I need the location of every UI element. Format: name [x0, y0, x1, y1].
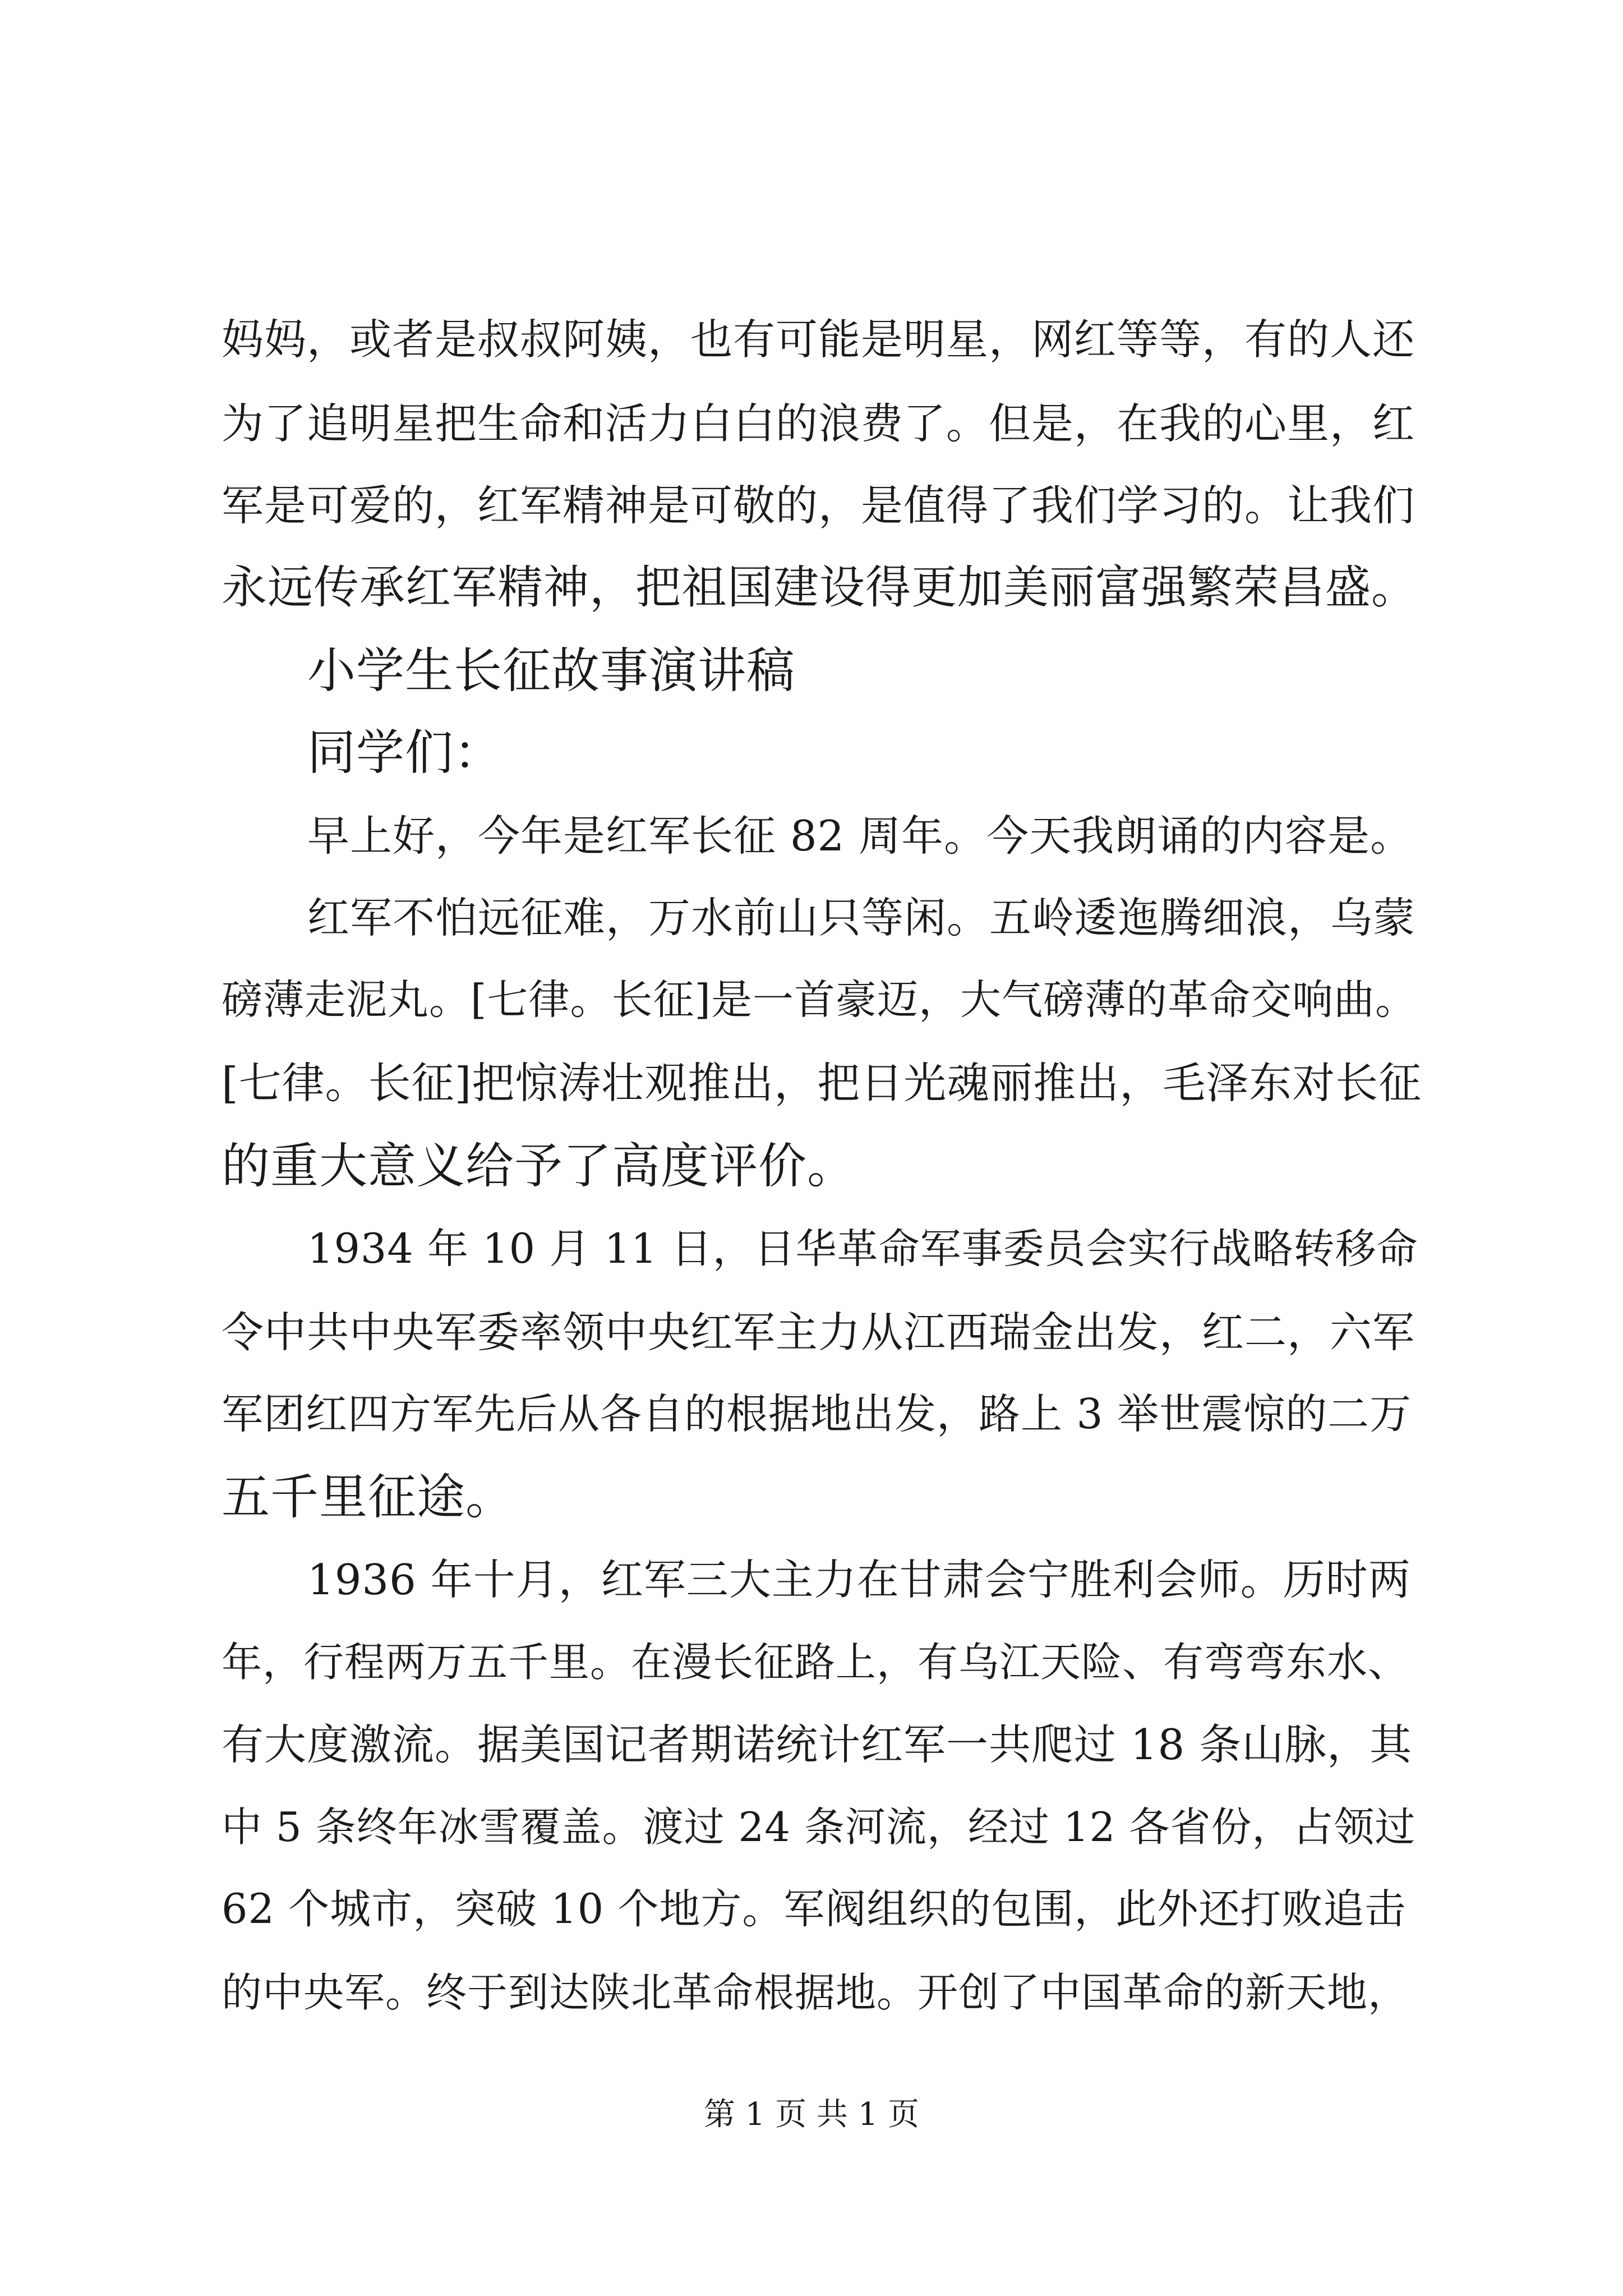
paragraph-line: 红军不怕远征难，万水前山只等闲。五岭逶迤腾细浪，乌蒙 [307, 893, 1416, 942]
paragraph-line: 62 个城市，突破 10 个地方。军阀组织的包围，此外还打败追击 [222, 1885, 1407, 1933]
paragraph-line: 中 5 条终年冰雪覆盖。渡过 24 条河流，经过 12 各省份，占领过 [222, 1803, 1416, 1851]
speech-title: 小学生长征故事演讲稿 [307, 643, 795, 699]
paragraph-line: 磅薄走泥丸。[七律。长征]是一首豪迈，大气磅薄的革命交响曲。 [222, 976, 1417, 1024]
paragraph-line: 五千里征途。 [222, 1469, 514, 1525]
paragraph-line: [七律。长征]把惊涛壮观推出，把日光魂丽推出，毛泽东对长征 [222, 1058, 1422, 1108]
paragraph-line: 为了追明星把生命和活力白白的浪费了。但是，在我的心里，红 [222, 399, 1415, 448]
page-number-footer: 第 1 页 共 1 页 [703, 2096, 920, 2133]
paragraph-line: 妈妈，或者是叔叔阿姨，也有可能是明星，网红等等，有的人还 [222, 315, 1415, 364]
salutation: 同学们： [307, 725, 502, 781]
paragraph-line: 永远传承红军精神，把祖国建设得更加美丽富强繁荣昌盛。 [222, 562, 1418, 614]
paragraph-line: 1934 年 10 月 11 日，日华革命军事委员会实行战略转移命 [307, 1225, 1418, 1273]
paragraph-line: 的重大意义给予了高度评价。 [222, 1138, 856, 1194]
paragraph-line: 令中共中央军委率领中央红军主力从江西瑞金出发，红二，六军 [222, 1308, 1415, 1357]
paragraph-line: 早上好，今年是红军长征 82 周年。今天我朗诵的内容是。 [307, 811, 1413, 861]
paragraph-line: 的中央军。终于到达陕北革命根据地。开创了中国革命的新天地， [222, 1969, 1409, 2016]
paragraph-line: 军团红四方军先后从各自的根据地出发，路上 3 举世震惊的二万 [222, 1390, 1412, 1438]
paragraph-line: 年，行程两万五千里。在漫长征路上，有乌江天险、有弯弯东水、 [222, 1639, 1409, 1686]
paragraph-line: 1936 年十月，红军三大主力在甘肃会宁胜利会师。历时两 [307, 1555, 1411, 1604]
paragraph-line: 有大度激流。据美国记者期诺统计红军一共爬过 18 条山脉，其 [222, 1720, 1413, 1769]
paragraph-line: 军是可爱的，红军精神是可敬的，是值得了我们学习的。让我们 [222, 481, 1415, 530]
